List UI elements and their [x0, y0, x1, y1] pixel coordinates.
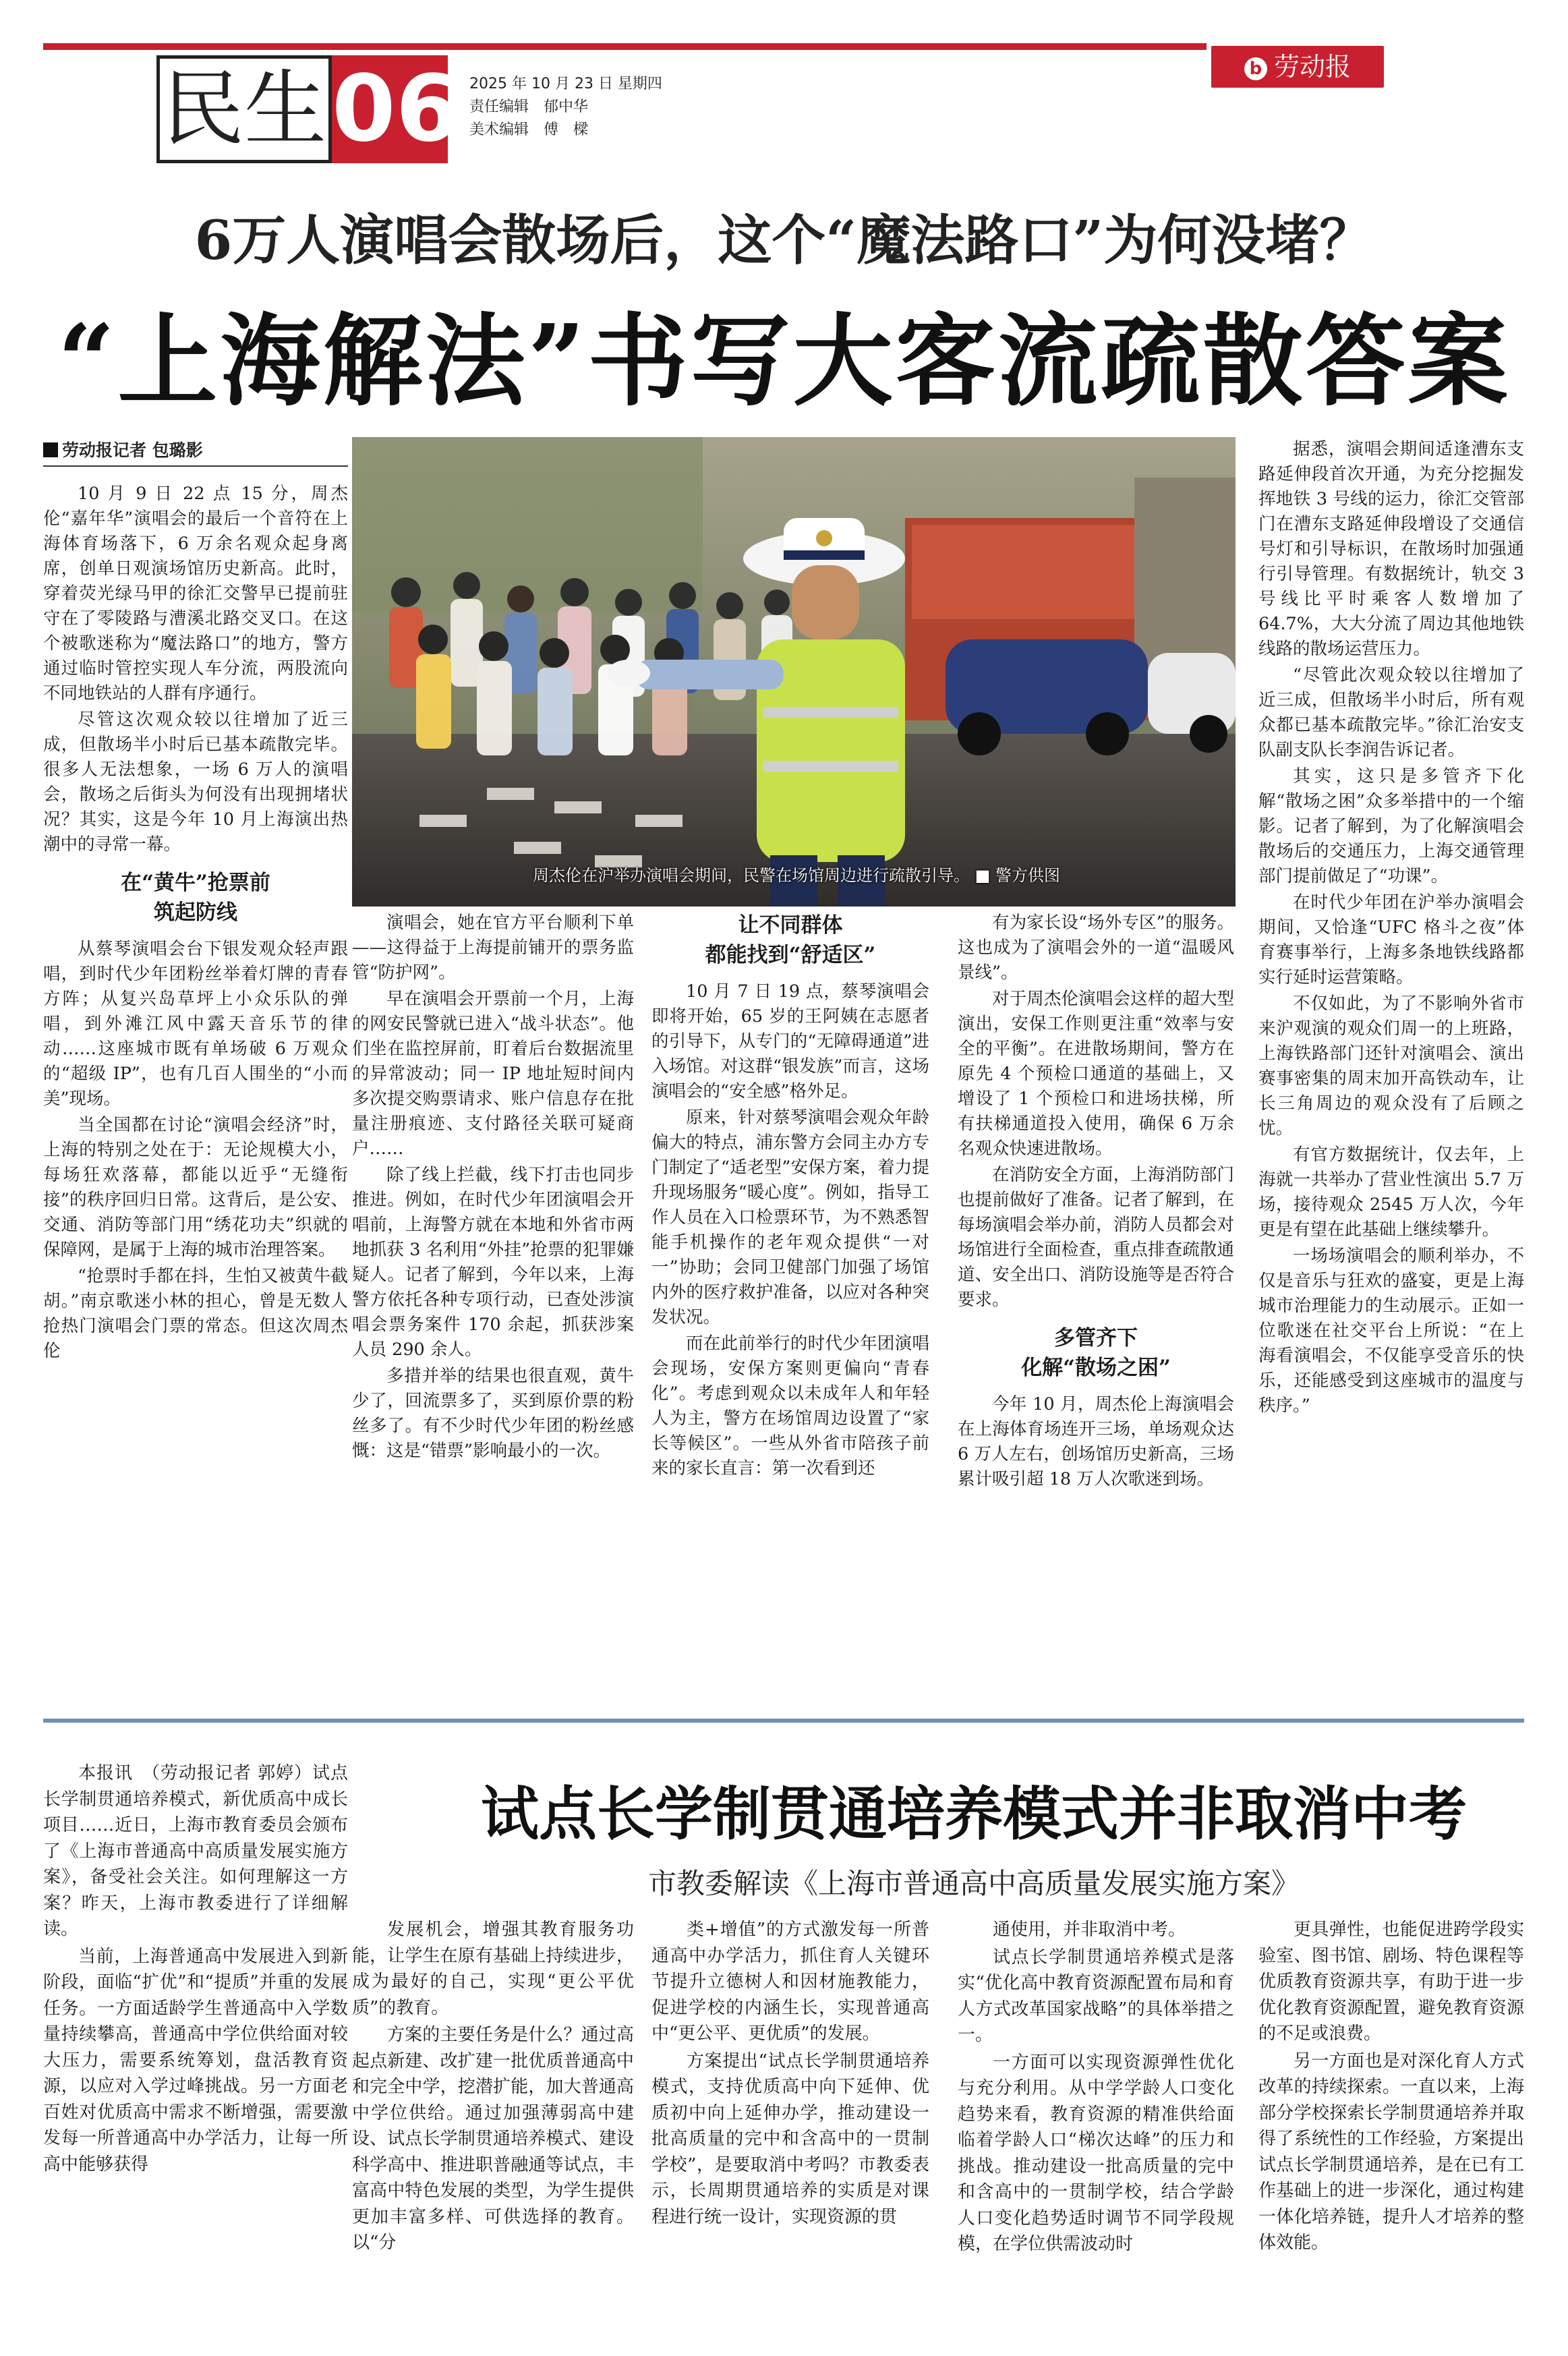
col4b-paragraphs [958, 1392, 1234, 1492]
paragraph: 当前，上海普通高中发展进入到新阶段，面临“扩优”和“提质”并重的发展任务。一方面适龄学生普通高中入学数量持续攀高，普通高中学位供给面对较大压力，需要系统筹划，盘活教育资源，以应对入学过峰挑战。另一方面老百姓对优质高中需求不断增强，需要激发每一所普通高中办学活力，让每一所高中能够获得 [43, 1946, 348, 2175]
paragraph: 其实，这只是多管齐下化解“散场之困”众多举措中的一个缩影。记者了解到，为了化解演唱会散场后的交通压力，上海交通管理部门提前做足了“功课”。 [1258, 766, 1524, 886]
byline-rule [43, 465, 348, 467]
col1-paragraphs [43, 482, 348, 857]
paragraph: 有为家长设“场外专区”的服务。这也成为了演唱会外的一道“温暖风景线”。 [958, 913, 1234, 983]
paragraph: 演唱会，她在官方平台顺利下单——这得益于上海提前铺开的票务监管“防护网”。 [352, 913, 634, 983]
paragraph: 尽管这次观众较以往增加了近三成，但散场半小时后已基本疏散完毕。很多人无法想象，一场 6 万人的演唱会，散场之后街头为何没有出现拥堵状况？其实，这是今年 10 月上海演出热潮中的寻常一幕。 [43, 710, 348, 855]
col3-paragraphs [651, 979, 929, 1481]
issue-meta [469, 73, 662, 142]
article1-column-3 [651, 911, 929, 1686]
a2-col5-paragraphs [1258, 1917, 1524, 2256]
subhead-comfort-zone: 让不同群体 都能找到“舒适区” [705, 913, 876, 967]
paragraph: 而在此前举行的时代少年团演唱会现场，安保方案则更偏向“青春化”。考虑到观众以未成年人和年轻人为主，警方在场馆周边设置了“家长等候区”。一些从外省市陪孩子前来的家长直言：第一次看到还 [651, 1333, 929, 1478]
subhead-scalpers: 在“黄牛”抢票前 筑起防线 [121, 871, 270, 925]
paragraph: 有官方数据统计，仅去年，上海就一共举办了营业性演出 5.7 万场，接待观众 2545 万人次，今年更是有望在此基础上继续攀升。 [1258, 1145, 1524, 1240]
paragraph: 一场场演唱会的顺利举办，不仅是音乐与狂欢的盛宴，更是上海城市治理能力的生动展示。正如一位歌迷在社交平台上所说：“在上海看演唱会，不仅能享受音乐的快乐，还能感受到这座城市的温度与秩序。” [1258, 1246, 1524, 1416]
logo-mark-icon: b [1244, 57, 1267, 80]
subhead-dispersal: 多管齐下 化解“散场之困” [1021, 1326, 1171, 1380]
paragraph: 在消防安全方面，上海消防部门也提前做好了准备。记者了解到，在每场演唱会举办前，消防人员都会对场馆进行全面检查，重点排查疏散通道、安全出口、消防设施等是否符合要求。 [958, 1165, 1234, 1310]
paragraph: 本报讯 （劳动报记者 郭婷）试点长学制贯通培养模式，新优质高中成长项目……近日，上海市教育委员会颁布了《上海市普通高中高质量发展实施方案》，备受社会关注。如何理解这一方案？昨天，上海市教委进行了详细解读。 [43, 1763, 348, 1939]
section-name: 民生 [156, 55, 332, 163]
photo-caption: 周杰伦在沪举办演唱会期间，民警在场馆周边进行疏散引导。 ■ 警方供图 [533, 866, 1060, 885]
col2-paragraphs [352, 911, 634, 1464]
paragraph: 不仅如此，为了不影响外省市来沪观演的观众们周一的上班路，上海铁路部门还针对演唱会、演出赛事密集的周末加开高铁动车，让长三角周边的观众没有了后顾之忧。 [1258, 994, 1524, 1139]
issue-date: 2025 年 10 月 23 日 星期四 [469, 76, 662, 92]
paragraph: 方案的主要任务是什么？通过高起点新建、改扩建一批优质普通高中和完全中学，挖潜扩能，加大普通高中学位供给。通过加强薄弱高中建设、试点长学制贯通培养模式、建设科学高中、推进职普融通等试点，丰富高中特色发展的类型，为学生提供更加丰富多样、可供选择的教育。以“分 [352, 2025, 634, 2253]
newspaper-logo [1211, 46, 1384, 88]
paragraph: 在时代少年团在沪举办演唱会期间，又恰逢“UFC 格斗之夜”体育赛事举行，上海多条地铁线路都实行延时运营策略。 [1258, 892, 1524, 987]
a2-col4-paragraphs [958, 1917, 1234, 2258]
paragraph: 发展机会，增强其教育服务功能，让学生在原有基础上持续进步，成为最好的自己，实现“更公平优质”的教育。 [352, 1920, 634, 2018]
paragraph: 多措并举的结果也很直观，黄牛少了，回流票多了，买到原价票的粉丝多了。有不少时代少年团的粉丝感慨：这是“错票”影响最小的一次。 [352, 1366, 634, 1461]
section-divider [43, 1719, 1524, 1723]
paragraph: 除了线上拦截，线下打击也同步推进。例如，在时代少年团演唱会开唱前，上海警方就在本地和外省市两地抓获 3 名利用“外挂”抢票的犯罪嫌疑人。记者了解到，今年以来，上海警方依托各种专项行动，已查处涉演唱会票务案件 170 余起，抓获涉案人员 290 余人。 [352, 1165, 634, 1360]
article1-column-1 [43, 482, 348, 1682]
paragraph: 当全国都在讨论“演唱会经济”时，上海的特别之处在于：无论规模大小，每场狂欢落幕，都能以近乎“无缝衔接”的秩序回归日常。这背后，是公安、交通、消防等部门用“绣花功夫”织就的保障网，是属于上海的城市治理答案。 [43, 1115, 348, 1260]
paragraph: “尽管此次观众较以往增加了近三成，但散场半小时后，所有观众都已基本疏散完毕。”徐汇治安支队副支队长李润告诉记者。 [1258, 665, 1524, 760]
paragraph: 原来，针对蔡琴演唱会观众年龄偏大的特点，浦东警方会同主办方专门制定了“适老型”安保方案，着力提升现场服务“暖心度”。例如，指导工作人员在入口检票环节，为不熟悉智能手机操作的老年观众提供“一对一”协助；会同卫健部门加强了场馆内外的医疗救护准备，以应对各种突发状况。 [651, 1108, 929, 1327]
paragraph: 一方面可以实现资源弹性优化与充分利用。从中学学龄人口变化趋势来看，教育资源的精准供给面临着学龄人口“梯次达峰”的压力和挑战。推动建设一批高质量的完中和含高中的一贯制学校，结合学龄人口变化趋势适时调节不同学段规模，在学位供需波动时 [958, 2052, 1234, 2254]
paragraph: 10 月 9 日 22 点 15 分，周杰伦“嘉年华”演唱会的最后一个音符在上海体育场落下，6 万余名观众起身离席，创单日观演场馆历史新高。此时，穿着荧光绿马甲的徐汇交警早已提前驻守在了零陵路与漕溪北路交叉口。在这个被歌迷称为“魔法路口”的地方，警方通过临时管控实现人车分流，两股流向不同地铁站的人群有序通行。 [43, 484, 348, 703]
article1-headline: “上海解法”书写大客流疏散答案 [57, 302, 1511, 420]
byline-square-icon [43, 442, 58, 457]
traffic-police-photo [352, 437, 1236, 907]
col4-paragraphs [958, 911, 1234, 1313]
paragraph: 今年 10 月，周杰伦上海演唱会在上海体育场连开三场，单场观众达 6 万人左右，创场馆历史新高，三场累计吸引超 18 万人次歌迷到场。 [958, 1394, 1234, 1489]
paragraph: 早在演唱会开票前一个月，上海的网安民警就已进入“战斗状态”。他们坐在监控屏前，盯着后台数据流里的异常波动；同一 IP 地址短时间内多次提交购票请求、账户信息存在批量注册痕迹、支付路径关联可疑商户…… [352, 989, 634, 1159]
paragraph: 试点长学制贯通培养模式是落实“优化高中教育资源配置布局和育人方式改革国家战略”的具体举措之一。 [958, 1947, 1234, 2045]
newspaper-name: 劳动报 [1273, 52, 1351, 82]
article1-kicker: 6万人演唱会散场后，这个“魔法路口”为何没堵？ [194, 208, 1374, 272]
article1-byline: 劳动报记者 包璐影 [43, 437, 350, 461]
paragraph: 另一方面也是对深化育人方式改革的持续探索。一直以来，上海部分学校探索长学制贯通培养并取得了系统性的工作经验，方案提出试点长学制贯通培养，是在已有工作基础上的进一步深化，通过构建一体化培养链，提升人才培养的整体效能。 [1258, 2050, 1524, 2253]
page-number: 06 [332, 56, 460, 163]
article2-headline: 试点长学制贯通培养模式并非取消中考 [481, 1780, 1467, 1848]
article1-column-2 [352, 911, 634, 1686]
article2-column-3 [651, 1917, 929, 2342]
col5-paragraphs [1258, 437, 1524, 1418]
col1b-paragraphs [43, 937, 348, 1364]
paragraph: 对于周杰伦演唱会这样的超大型演出，安保工作则更注重“效率与安全的平衡”。在进散场期间，警方在原先 4 个预检口通道的基础上，又增设了 1 个预检口和进场扶梯，所有扶梯通道投入使用，确保 6 万余名观众快速进散场。 [958, 989, 1234, 1159]
paragraph: 更具弹性，也能促进跨学段实验室、图书馆、剧场、特色课程等优质教育资源共享，有助于进一步优化教育资源配置，避免教育资源的不足或浪费。 [1258, 1920, 1524, 2044]
paragraph: 类+增值”的方式激发每一所普通高中办学活力，抓住育人关键环节提升立德树人和因材施教能力，促进学校的内涵生长，实现普通高中“更公平、更优质”的发展。 [651, 1920, 929, 2044]
article1-column-5 [1258, 437, 1524, 1685]
paragraph: 方案提出“试点长学制贯通培养模式，支持优质高中向下延伸、优质初中向上延伸办学，推动建设一批高质量的完中和含高中的一贯制学校”，是要取消中考吗？市教委表示，长周期贯通培养的实质是对课程进行统一设计，实现资源的贯 [651, 2050, 929, 2227]
a2-col3-paragraphs [651, 1917, 929, 2230]
article2-column-5 [1258, 1917, 1524, 2342]
a2-col2-paragraphs [352, 1917, 634, 2256]
art-editor-credit: 美术编辑 傅 樑 [469, 121, 589, 138]
article2-column-4 [958, 1917, 1234, 2342]
article2-column-2 [352, 1917, 634, 2342]
paragraph: 通使用，并非取消中考。 [993, 1920, 1186, 1940]
paragraph: 从蔡琴演唱会台下银发观众轻声跟唱，到时代少年团粉丝举着灯牌的青春方阵；从复兴岛草坪上小众乐队的弹唱，到外滩江风中露天音乐节的律动……这座城市既有单场破 6 万观众的“超级 IP”，也有几百人围坐的“小而美”现场。 [43, 939, 348, 1109]
editor-credit: 责任编辑 郁中华 [469, 98, 589, 115]
masthead-top-rule [43, 43, 1207, 50]
paragraph: “抢票时手都在抖，生怕又被黄牛截胡。”南京歌迷小林的担心，曾是无数人抢热门演唱会门票的常态。但这次周杰伦 [43, 1266, 348, 1361]
article1-column-4 [958, 911, 1234, 1686]
article2-subheadline: 市教委解读《上海市普通高中高质量发展实施方案》 [647, 1867, 1300, 1900]
a2-col1-paragraphs [43, 1760, 348, 2177]
paragraph: 据悉，演唱会期间适逢漕东支路延伸段首次开通，为充分挖掘发挥地铁 3 号线的运力，徐汇交管部门在漕东支路延伸段增设了交通信号灯和引导标识，在散场时加强通行引导管理。有数据统计，轨交 3 号线比平时乘客人数增加了 64.7%，大大分流了周边其他地铁线路的散场运营压力。 [1258, 439, 1524, 659]
article1-photo [352, 437, 1236, 907]
paragraph: 10 月 7 日 19 点，蔡琴演唱会即将开始，65 岁的王阿姨在志愿者的引导下，从专门的“无障碍通道”进入场馆。对这群“银发族”而言，这场演唱会的“安全感”格外足。 [651, 981, 929, 1101]
article2-column-1 [43, 1760, 348, 2340]
